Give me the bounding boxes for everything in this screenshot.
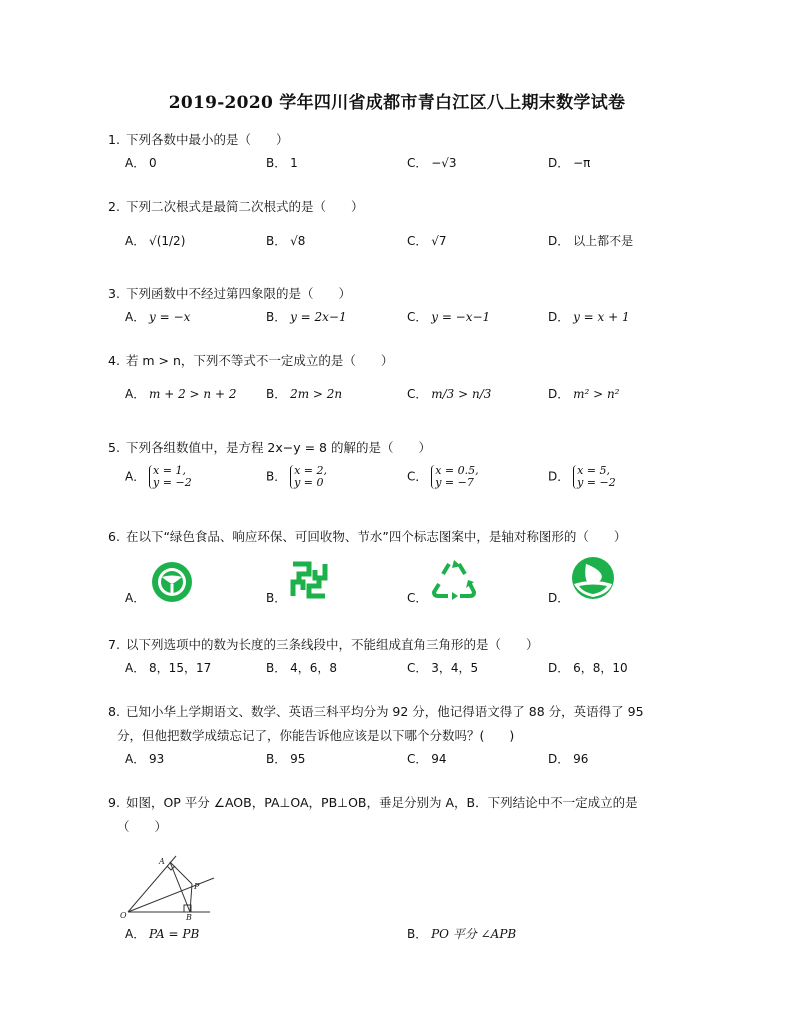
q1-option-b: B． 1 [266, 156, 298, 170]
equation-system: x = 5, y = −2 [573, 465, 616, 489]
q1-option-a: A． 0 [125, 156, 157, 170]
q8-option-b: B． 95 [266, 752, 306, 766]
q2-option-a: A． √(1/2) [125, 234, 186, 248]
question-7: 7. 以下列选项中的数为长度的三条线段中，不能组成直角三角形的是（ ） [108, 637, 539, 652]
page-title: 2019-2020 学年四川省成都市青白江区八上期末数学试卷 [168, 93, 626, 113]
question-3: 3. 下列函数中不经过第四象限的是（ ） [108, 286, 351, 301]
q4-option-a: A． m + 2 > n + 2 [125, 387, 237, 401]
q5-option-b: B． x = 2, y = 0 [266, 464, 327, 489]
q4-option-b: B． 2m > 2n [266, 387, 343, 401]
question-4: 4. 若 m > n，下列不等式不一定成立的是（ ） [108, 353, 394, 368]
equation-system: x = 0.5, y = −7 [431, 465, 478, 489]
figure-label-o: O [120, 911, 127, 920]
equation-system: x = 1, y = −2 [149, 465, 192, 489]
q2-option-b: B． √8 [266, 234, 306, 248]
q7-option-a: A． 8，15，17 [125, 661, 212, 675]
question-9: 9. 如图，OP 平分 ∠AOB，PA⊥OA，PB⊥OB，垂足分别为 A，B．下列结论中不一定成立的是 [108, 795, 638, 810]
question-9-line-2: （ ） [117, 819, 168, 834]
q7-option-d: D． 6，8，10 [548, 661, 628, 675]
q3-option-b: B． y = 2x−1 [266, 310, 347, 324]
water-saving-icon [571, 556, 615, 600]
figure-label-a: A [159, 857, 165, 866]
q3-option-a: A． y = −x [125, 310, 191, 324]
q9-option-b: B． PO 平分 ∠APB [407, 927, 517, 941]
q4-option-d: D． m² > n² [548, 387, 620, 401]
geometry-figure [118, 848, 218, 920]
eco-response-icon [289, 560, 329, 600]
q8-option-c: C． 94 [407, 752, 447, 766]
q3-option-d: D． y = x + 1 [548, 310, 630, 324]
q5-option-c: C． x = 0.5, y = −7 [407, 464, 479, 489]
q6-option-a: A． [125, 591, 146, 605]
q6-option-d: D． [548, 591, 570, 605]
question-1: 1. 下列各数中最小的是（ ） [108, 132, 289, 147]
q2-option-d: D． 以上都不是 [548, 234, 634, 248]
figure-label-b: B [186, 913, 192, 920]
q1-option-d: D． −π [548, 156, 591, 170]
question-5: 5. 下列各组数值中，是方程 2x−y = 8 的解的是（ ） [108, 440, 431, 455]
q6-option-b: B． [266, 591, 287, 605]
question-8: 8. 已知小华上学期语文、数学、英语三科平均分为 92 分，他记得语文得了 88 分，英语得了 95 [108, 704, 644, 719]
q5-option-a: A． x = 1, y = −2 [125, 464, 192, 489]
question-2: 2. 下列二次根式是最简二次根式的是（ ） [108, 199, 364, 214]
green-food-icon [150, 560, 194, 604]
figure-label-p: P [194, 882, 200, 891]
q6-option-c: C． [407, 591, 428, 605]
q1-option-c: C． −√3 [407, 156, 457, 170]
q8-option-a: A． 93 [125, 752, 165, 766]
q4-option-c: C． m/3 > n/3 [407, 387, 492, 401]
recycle-icon [430, 558, 478, 602]
q3-option-c: C． y = −x−1 [407, 310, 491, 324]
question-8-line-2: 分，但他把数学成绩忘记了，你能告诉他应该是以下哪个分数吗？( ) [117, 728, 515, 743]
q7-option-c: C． 3，4，5 [407, 661, 479, 675]
q5-option-d: D． x = 5, y = −2 [548, 464, 616, 489]
equation-system: x = 2, y = 0 [290, 465, 327, 489]
question-6: 6. 在以下“绿色食品、响应环保、可回收物、节水”四个标志图案中，是轴对称图形的（ ） [108, 529, 627, 544]
q8-option-d: D． 96 [548, 752, 589, 766]
q7-option-b: B． 4，6，8 [266, 661, 337, 675]
q9-option-a: A． PA = PB [125, 927, 200, 941]
q2-option-c: C． √7 [407, 234, 447, 248]
